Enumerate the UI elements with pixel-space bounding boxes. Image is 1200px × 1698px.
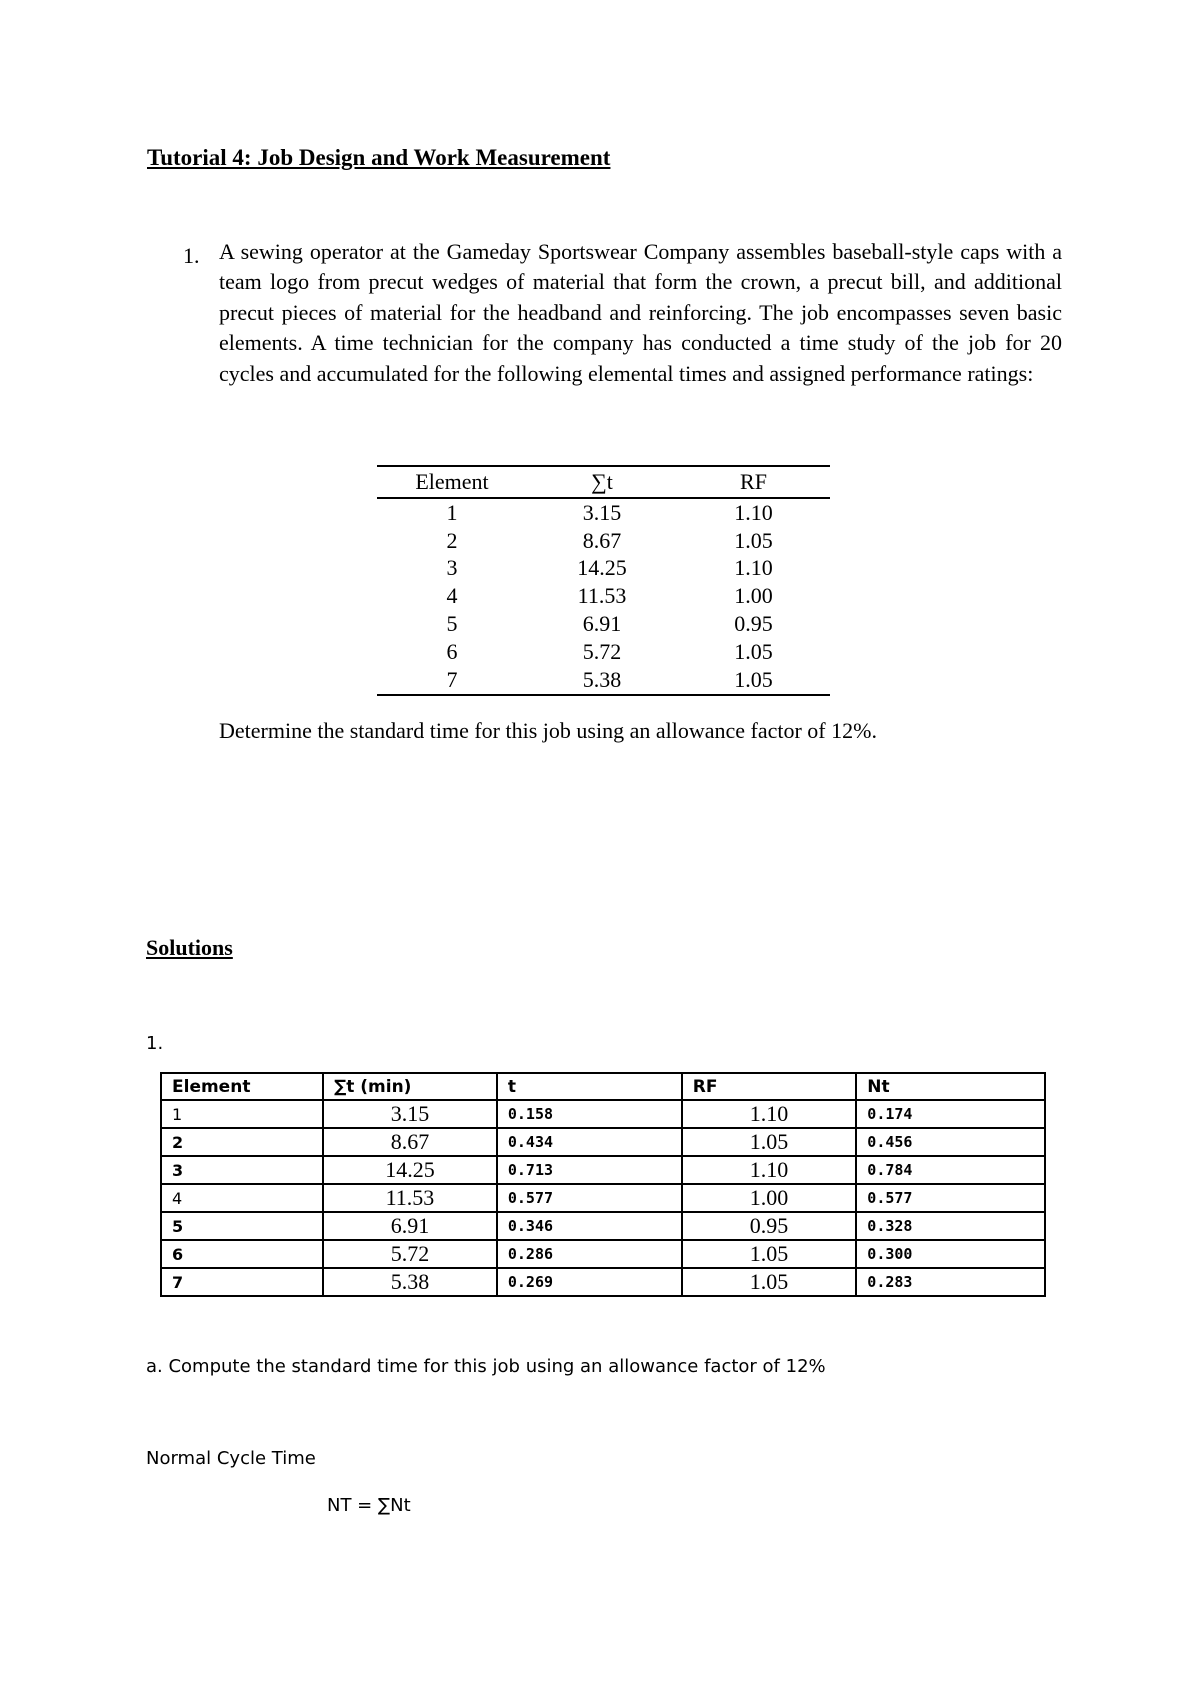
- question-table-row: [377, 555, 830, 583]
- question-table-header-row: [377, 466, 830, 498]
- solution-number: 1.: [146, 1033, 164, 1054]
- solution-table-cell: 3.15: [323, 1100, 497, 1128]
- question-table-header: Element: [377, 466, 527, 498]
- solution-table-header: Nt: [856, 1073, 1045, 1100]
- solution-table-cell: 5: [161, 1212, 323, 1240]
- solution-table-cell: 1.10: [682, 1156, 857, 1184]
- solution-table: [160, 1072, 1046, 1297]
- question-table-row: [377, 582, 830, 610]
- solution-table-header: Element: [161, 1073, 323, 1100]
- solution-table-header-row: [161, 1073, 1045, 1100]
- question-number: 1.: [183, 243, 200, 268]
- question-table-cell: 6: [446, 638, 458, 664]
- solution-table-cell: 11.53: [323, 1184, 497, 1212]
- solution-table-cell: 0.456: [856, 1128, 1045, 1156]
- question-table-cell: 7: [377, 666, 527, 695]
- solution-table-row: [161, 1240, 1045, 1268]
- question-table-row: [377, 527, 830, 555]
- solution-table-cell: 0.300: [856, 1240, 1045, 1268]
- solution-table-row: [161, 1100, 1045, 1128]
- solution-table-header: ∑t (min): [323, 1073, 497, 1100]
- question-table-cell: 1.05: [677, 666, 830, 695]
- question-table-header: RF: [677, 466, 830, 498]
- question-table-row: [377, 666, 830, 695]
- solution-table-header: RF: [682, 1073, 857, 1100]
- solution-table-row: [161, 1156, 1045, 1184]
- question-table-cell: 3.15: [582, 499, 622, 525]
- solution-table-cell: 0.269: [497, 1268, 682, 1296]
- solution-table-cell: 14.25: [323, 1156, 497, 1184]
- solution-table-cell: 8.67: [323, 1128, 497, 1156]
- question-table-cell: 6.91: [582, 611, 622, 637]
- solution-table-cell: 3: [161, 1156, 323, 1184]
- question-table-cell: 5: [446, 611, 458, 637]
- question-table-row: [377, 638, 830, 666]
- question-table-cell: 4: [446, 583, 458, 609]
- solution-table-cell: 1.00: [682, 1184, 857, 1212]
- solution-table-row: [161, 1184, 1045, 1212]
- solution-table-cell: 1.05: [682, 1268, 857, 1296]
- question-table-cell: 1.00: [734, 583, 773, 609]
- solution-table-cell: 6.91: [323, 1212, 497, 1240]
- solution-table-cell: 5.38: [323, 1268, 497, 1296]
- solution-table-row: [161, 1212, 1045, 1240]
- solution-table-row: [161, 1268, 1045, 1296]
- solution-table-cell: 0.577: [856, 1184, 1045, 1212]
- solutions-heading: Solutions: [146, 935, 233, 960]
- question-table-cell: 1.10: [734, 499, 773, 525]
- solution-table-cell: 0.328: [856, 1212, 1045, 1240]
- solution-table-row: [161, 1128, 1045, 1156]
- question-table: [377, 465, 830, 696]
- solution-table-cell: 0.784: [856, 1156, 1045, 1184]
- solution-table-cell: 1.05: [682, 1240, 857, 1268]
- question-table-row: [377, 610, 830, 638]
- question-text: A sewing operator at the Gameday Sportswear Company assembles baseball-style caps with a team logo from precut wedges of material that form the crown, a precut bill, and additional precut pieces of material for the headband and reinforcing. The job encompasses seven basic elements. A time technician for the company has conducted a time study of the job for 20 cycles and accumulated for the following elemental times and assigned performance ratings:: [219, 239, 1062, 386]
- question-table-cell: 1.10: [734, 555, 773, 581]
- question-table-cell: 3: [446, 555, 458, 581]
- question-table-cell: 1.05: [734, 638, 773, 664]
- solution-table-cell: 0.174: [856, 1100, 1045, 1128]
- normal-time-formula: NT = ∑Nt: [327, 1495, 411, 1516]
- solution-table-cell: 1.10: [682, 1100, 857, 1128]
- solution-table-cell: 0.713: [497, 1156, 682, 1184]
- question-table-cell: 8.67: [582, 527, 622, 553]
- solution-table-cell: 0.346: [497, 1212, 682, 1240]
- question-table-cell: 2: [446, 527, 458, 553]
- solution-table-cell: 1.05: [682, 1128, 857, 1156]
- question-table-cell: 0.95: [734, 611, 773, 637]
- question-instruction: Determine the standard time for this job using an allowance factor of 12%.: [219, 718, 877, 743]
- solution-table-cell: 0.577: [497, 1184, 682, 1212]
- question-table-cell: 5.38: [527, 666, 677, 695]
- solution-table-cell: 5.72: [323, 1240, 497, 1268]
- document-title: Tutorial 4: Job Design and Work Measurement: [147, 145, 611, 170]
- normal-cycle-label: Normal Cycle Time: [146, 1448, 316, 1469]
- solution-part-a: a. Compute the standard time for this job using an allowance factor of 12%: [146, 1356, 826, 1377]
- solution-table-header: t: [497, 1073, 682, 1100]
- solution-table-cell: 0.95: [682, 1212, 857, 1240]
- question-table-cell: 1: [446, 499, 458, 525]
- question-table-cell: 5.72: [582, 638, 622, 664]
- solution-table-cell: 4: [161, 1184, 323, 1212]
- question-table-cell: 11.53: [577, 583, 627, 609]
- question-table-cell: 1.05: [734, 527, 773, 553]
- solution-table-cell: 7: [161, 1268, 323, 1296]
- solution-table-cell: 2: [161, 1128, 323, 1156]
- solution-table-cell: 1: [161, 1100, 323, 1128]
- solution-table-cell: 0.286: [497, 1240, 682, 1268]
- solution-table-cell: 0.283: [856, 1268, 1045, 1296]
- question-table-cell: 14.25: [577, 555, 627, 581]
- solution-table-cell: 6: [161, 1240, 323, 1268]
- solution-table-cell: 0.158: [497, 1100, 682, 1128]
- question-table-header: ∑t: [527, 466, 677, 498]
- solution-table-cell: 0.434: [497, 1128, 682, 1156]
- question-table-row: [377, 498, 830, 527]
